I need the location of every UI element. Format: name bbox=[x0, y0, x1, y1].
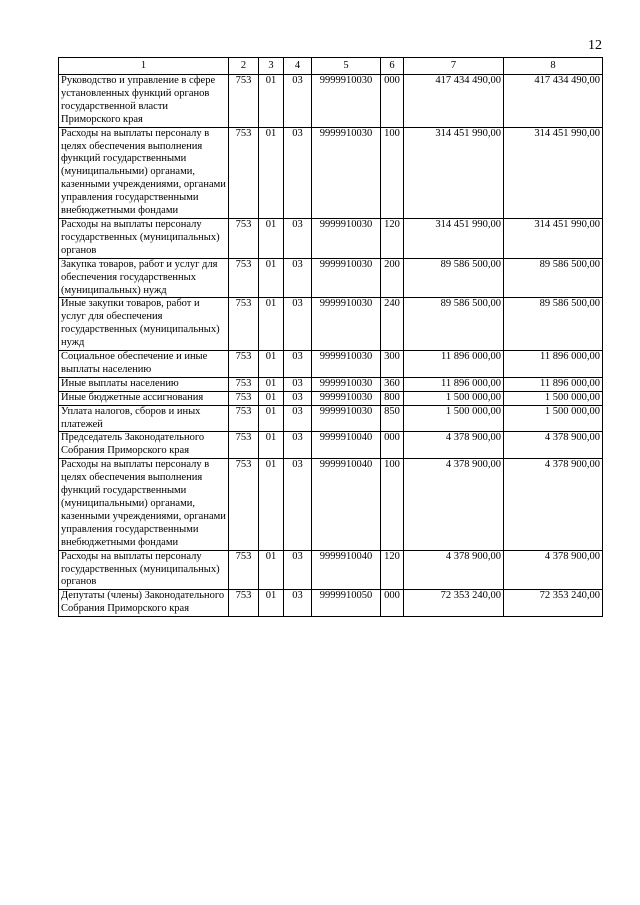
target-article-code: 9999910040 bbox=[312, 459, 381, 550]
amount-col-7: 4 378 900,00 bbox=[404, 459, 504, 550]
ministry-code: 753 bbox=[229, 127, 259, 218]
expense-type-code: 100 bbox=[381, 127, 404, 218]
row-name: Руководство и управление в сфере установленных функций органов государственной власти Приморского края bbox=[59, 75, 229, 128]
amount-col-7: 314 451 990,00 bbox=[404, 127, 504, 218]
subsection-code: 03 bbox=[284, 459, 312, 550]
section-code: 01 bbox=[259, 405, 284, 432]
section-code: 01 bbox=[259, 258, 284, 298]
expense-type-code: 240 bbox=[381, 298, 404, 351]
amount-col-7: 11 896 000,00 bbox=[404, 377, 504, 391]
expense-type-code: 000 bbox=[381, 590, 404, 617]
ministry-code: 753 bbox=[229, 459, 259, 550]
subsection-code: 03 bbox=[284, 391, 312, 405]
amount-col-7: 11 896 000,00 bbox=[404, 351, 504, 378]
amount-col-7: 314 451 990,00 bbox=[404, 218, 504, 258]
header-cell: 8 bbox=[504, 58, 603, 75]
ministry-code: 753 bbox=[229, 391, 259, 405]
amount-col-8: 11 896 000,00 bbox=[504, 377, 603, 391]
header-cell: 1 bbox=[59, 58, 229, 75]
amount-col-7: 89 586 500,00 bbox=[404, 298, 504, 351]
target-article-code: 9999910030 bbox=[312, 391, 381, 405]
ministry-code: 753 bbox=[229, 298, 259, 351]
table-row bbox=[59, 432, 603, 459]
ministry-code: 753 bbox=[229, 377, 259, 391]
table-row bbox=[59, 75, 603, 128]
section-code: 01 bbox=[259, 377, 284, 391]
page-number: 12 bbox=[588, 38, 602, 53]
target-article-code: 9999910030 bbox=[312, 405, 381, 432]
section-code: 01 bbox=[259, 75, 284, 128]
amount-col-8: 89 586 500,00 bbox=[504, 258, 603, 298]
section-code: 01 bbox=[259, 550, 284, 590]
subsection-code: 03 bbox=[284, 298, 312, 351]
table-row bbox=[59, 351, 603, 378]
amount-col-8: 314 451 990,00 bbox=[504, 218, 603, 258]
ministry-code: 753 bbox=[229, 258, 259, 298]
target-article-code: 9999910030 bbox=[312, 377, 381, 391]
target-article-code: 9999910040 bbox=[312, 550, 381, 590]
ministry-code: 753 bbox=[229, 75, 259, 128]
section-code: 01 bbox=[259, 459, 284, 550]
amount-col-7: 4 378 900,00 bbox=[404, 432, 504, 459]
expense-type-code: 100 bbox=[381, 459, 404, 550]
target-article-code: 9999910030 bbox=[312, 218, 381, 258]
subsection-code: 03 bbox=[284, 405, 312, 432]
header-cell: 3 bbox=[259, 58, 284, 75]
subsection-code: 03 bbox=[284, 258, 312, 298]
expense-type-code: 000 bbox=[381, 75, 404, 128]
ministry-code: 753 bbox=[229, 590, 259, 617]
ministry-code: 753 bbox=[229, 550, 259, 590]
row-name: Расходы на выплаты персоналу государственных (муниципальных) органов bbox=[59, 550, 229, 590]
amount-col-8: 1 500 000,00 bbox=[504, 391, 603, 405]
subsection-code: 03 bbox=[284, 127, 312, 218]
section-code: 01 bbox=[259, 351, 284, 378]
row-name: Депутаты (члены) Законодательного Собрания Приморского края bbox=[59, 590, 229, 617]
section-code: 01 bbox=[259, 391, 284, 405]
target-article-code: 9999910040 bbox=[312, 432, 381, 459]
amount-col-7: 1 500 000,00 bbox=[404, 391, 504, 405]
amount-col-7: 1 500 000,00 bbox=[404, 405, 504, 432]
expense-type-code: 800 bbox=[381, 391, 404, 405]
subsection-code: 03 bbox=[284, 550, 312, 590]
target-article-code: 9999910030 bbox=[312, 127, 381, 218]
section-code: 01 bbox=[259, 218, 284, 258]
expense-type-code: 000 bbox=[381, 432, 404, 459]
amount-col-7: 417 434 490,00 bbox=[404, 75, 504, 128]
budget-table bbox=[58, 57, 603, 617]
target-article-code: 9999910030 bbox=[312, 351, 381, 378]
table-row bbox=[59, 391, 603, 405]
row-name: Председатель Законодательного Собрания Приморского края bbox=[59, 432, 229, 459]
subsection-code: 03 bbox=[284, 432, 312, 459]
target-article-code: 9999910030 bbox=[312, 75, 381, 128]
section-code: 01 bbox=[259, 432, 284, 459]
amount-col-7: 89 586 500,00 bbox=[404, 258, 504, 298]
header-cell: 7 bbox=[404, 58, 504, 75]
amount-col-8: 1 500 000,00 bbox=[504, 405, 603, 432]
amount-col-8: 4 378 900,00 bbox=[504, 432, 603, 459]
subsection-code: 03 bbox=[284, 377, 312, 391]
header-cell: 4 bbox=[284, 58, 312, 75]
amount-col-8: 314 451 990,00 bbox=[504, 127, 603, 218]
table-row bbox=[59, 459, 603, 550]
expense-type-code: 360 bbox=[381, 377, 404, 391]
amount-col-8: 72 353 240,00 bbox=[504, 590, 603, 617]
table-row bbox=[59, 590, 603, 617]
row-name: Социальное обеспечение и иные выплаты населению bbox=[59, 351, 229, 378]
amount-col-8: 4 378 900,00 bbox=[504, 459, 603, 550]
amount-col-8: 417 434 490,00 bbox=[504, 75, 603, 128]
table-row bbox=[59, 127, 603, 218]
ministry-code: 753 bbox=[229, 351, 259, 378]
table-body bbox=[59, 75, 603, 617]
table-row bbox=[59, 258, 603, 298]
ministry-code: 753 bbox=[229, 218, 259, 258]
expense-type-code: 120 bbox=[381, 550, 404, 590]
table-header bbox=[59, 58, 603, 75]
row-name: Иные выплаты населению bbox=[59, 377, 229, 391]
expense-type-code: 850 bbox=[381, 405, 404, 432]
header-cell: 5 bbox=[312, 58, 381, 75]
row-name: Расходы на выплаты персоналу в целях обеспечения выполнения функций государственными (муниципальными) органами, казенными учреждениями, органами управления государственными внебюджетными фондами bbox=[59, 459, 229, 550]
table-row bbox=[59, 405, 603, 432]
header-cell: 2 bbox=[229, 58, 259, 75]
amount-col-7: 4 378 900,00 bbox=[404, 550, 504, 590]
subsection-code: 03 bbox=[284, 75, 312, 128]
section-code: 01 bbox=[259, 298, 284, 351]
ministry-code: 753 bbox=[229, 432, 259, 459]
row-name: Иные бюджетные ассигнования bbox=[59, 391, 229, 405]
target-article-code: 9999910050 bbox=[312, 590, 381, 617]
ministry-code: 753 bbox=[229, 405, 259, 432]
row-name: Расходы на выплаты персоналу в целях обеспечения выполнения функций государственными (муниципальными) органами, казенными учреждениями, органами управления государственными внебюджетными фондами bbox=[59, 127, 229, 218]
subsection-code: 03 bbox=[284, 351, 312, 378]
header-row bbox=[59, 58, 603, 75]
target-article-code: 9999910030 bbox=[312, 298, 381, 351]
amount-col-7: 72 353 240,00 bbox=[404, 590, 504, 617]
subsection-code: 03 bbox=[284, 218, 312, 258]
amount-col-8: 11 896 000,00 bbox=[504, 351, 603, 378]
row-name: Уплата налогов, сборов и иных платежей bbox=[59, 405, 229, 432]
header-cell: 6 bbox=[381, 58, 404, 75]
row-name: Расходы на выплаты персоналу государственных (муниципальных) органов bbox=[59, 218, 229, 258]
table-row bbox=[59, 377, 603, 391]
row-name: Иные закупки товаров, работ и услуг для обеспечения государственных (муниципальных) нужд bbox=[59, 298, 229, 351]
table-row bbox=[59, 298, 603, 351]
section-code: 01 bbox=[259, 127, 284, 218]
table-row bbox=[59, 218, 603, 258]
target-article-code: 9999910030 bbox=[312, 258, 381, 298]
amount-col-8: 4 378 900,00 bbox=[504, 550, 603, 590]
amount-col-8: 89 586 500,00 bbox=[504, 298, 603, 351]
subsection-code: 03 bbox=[284, 590, 312, 617]
expense-type-code: 120 bbox=[381, 218, 404, 258]
expense-type-code: 300 bbox=[381, 351, 404, 378]
row-name: Закупка товаров, работ и услуг для обеспечения государственных (муниципальных) нужд bbox=[59, 258, 229, 298]
table-row bbox=[59, 550, 603, 590]
expense-type-code: 200 bbox=[381, 258, 404, 298]
section-code: 01 bbox=[259, 590, 284, 617]
